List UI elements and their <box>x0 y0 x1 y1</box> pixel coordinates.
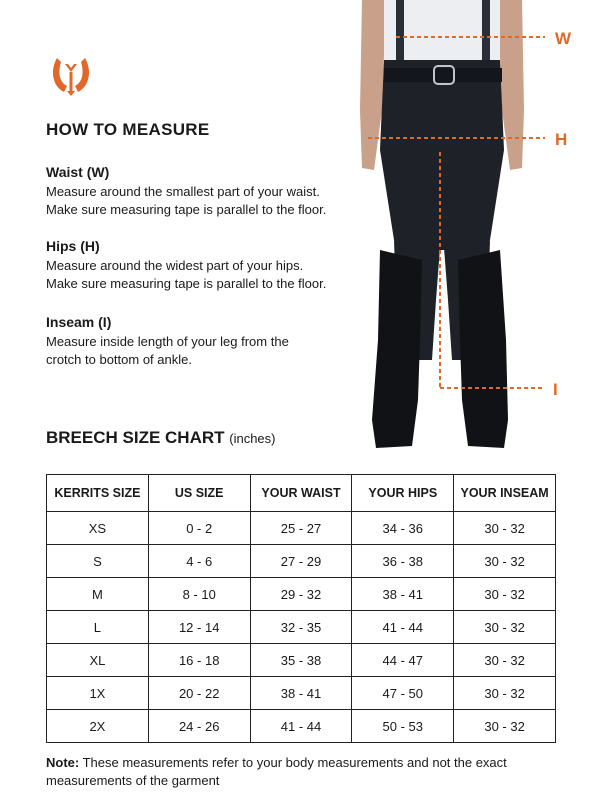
cell-waist: 29 - 32 <box>250 578 352 611</box>
table-row <box>47 512 556 545</box>
cell-inseam: 30 - 32 <box>454 710 556 743</box>
header-your-waist: YOUR WAIST <box>250 475 352 512</box>
cell-inseam: 30 - 32 <box>454 578 556 611</box>
waist-marker-label: W <box>555 29 572 48</box>
cell-kerrits-size: XS <box>47 512 149 545</box>
cell-us-size: 8 - 10 <box>148 578 250 611</box>
cell-waist: 27 - 29 <box>250 545 352 578</box>
note-text: These measurements refer to your body measurements and not the exact measurements of the garment <box>46 755 507 788</box>
cell-waist: 41 - 44 <box>250 710 352 743</box>
inseam-line-1: Measure inside length of your leg from the <box>46 334 289 349</box>
cell-us-size: 20 - 22 <box>148 677 250 710</box>
cell-us-size: 4 - 6 <box>148 545 250 578</box>
waist-line-2: Make sure measuring tape is parallel to the floor. <box>46 202 327 217</box>
waist-instructions <box>46 164 376 219</box>
cell-inseam: 30 - 32 <box>454 545 556 578</box>
cell-hips: 38 - 41 <box>352 578 454 611</box>
cell-us-size: 24 - 26 <box>148 710 250 743</box>
cell-hips: 44 - 47 <box>352 644 454 677</box>
cell-waist: 35 - 38 <box>250 644 352 677</box>
measurement-note <box>46 754 566 790</box>
inseam-marker-label: I <box>553 380 558 399</box>
hips-label: Hips (H) <box>46 238 100 254</box>
hips-line-1: Measure around the widest part of your hips. <box>46 258 304 273</box>
table-row <box>47 545 556 578</box>
cell-hips: 36 - 38 <box>352 545 454 578</box>
cell-us-size: 16 - 18 <box>148 644 250 677</box>
cell-waist: 38 - 41 <box>250 677 352 710</box>
cell-inseam: 30 - 32 <box>454 512 556 545</box>
cell-hips: 34 - 36 <box>352 512 454 545</box>
inseam-instructions <box>46 314 376 369</box>
cell-kerrits-size: 1X <box>47 677 149 710</box>
model-figure-illustration <box>340 0 600 455</box>
cell-hips: 47 - 50 <box>352 677 454 710</box>
cell-waist: 25 - 27 <box>250 512 352 545</box>
cell-us-size: 0 - 2 <box>148 512 250 545</box>
header-kerrits-size: KERRITS SIZE <box>47 475 149 512</box>
table-row <box>47 611 556 644</box>
header-your-hips: YOUR HIPS <box>352 475 454 512</box>
waist-line-1: Measure around the smallest part of your waist. <box>46 184 320 199</box>
inseam-line-2: crotch to bottom of ankle. <box>46 352 192 367</box>
size-chart-table <box>46 474 556 743</box>
header-us-size: US SIZE <box>148 475 250 512</box>
header-your-inseam: YOUR INSEAM <box>454 475 556 512</box>
cell-kerrits-size: XL <box>47 644 149 677</box>
cell-inseam: 30 - 32 <box>454 677 556 710</box>
horseshoe-logo-icon <box>48 52 94 98</box>
table-header-row <box>47 475 556 512</box>
table-row <box>47 710 556 743</box>
table-row <box>47 677 556 710</box>
hips-instructions <box>46 238 376 293</box>
size-chart-title <box>46 428 276 448</box>
cell-hips: 50 - 53 <box>352 710 454 743</box>
cell-inseam: 30 - 32 <box>454 611 556 644</box>
hips-marker-label: H <box>555 130 568 149</box>
cell-inseam: 30 - 32 <box>454 644 556 677</box>
note-label: Note: <box>46 755 80 770</box>
inseam-label: Inseam (I) <box>46 314 112 330</box>
table-row <box>47 578 556 611</box>
size-chart-unit: (inches) <box>229 431 276 446</box>
hips-line-2: Make sure measuring tape is parallel to the floor. <box>46 276 327 291</box>
cell-kerrits-size: L <box>47 611 149 644</box>
how-to-measure-title: HOW TO MEASURE <box>46 120 210 139</box>
cell-kerrits-size: S <box>47 545 149 578</box>
cell-us-size: 12 - 14 <box>148 611 250 644</box>
cell-waist: 32 - 35 <box>250 611 352 644</box>
table-row <box>47 644 556 677</box>
waist-label: Waist (W) <box>46 164 110 180</box>
cell-kerrits-size: 2X <box>47 710 149 743</box>
cell-hips: 41 - 44 <box>352 611 454 644</box>
size-chart-title-text: BREECH SIZE CHART <box>46 428 225 447</box>
cell-kerrits-size: M <box>47 578 149 611</box>
